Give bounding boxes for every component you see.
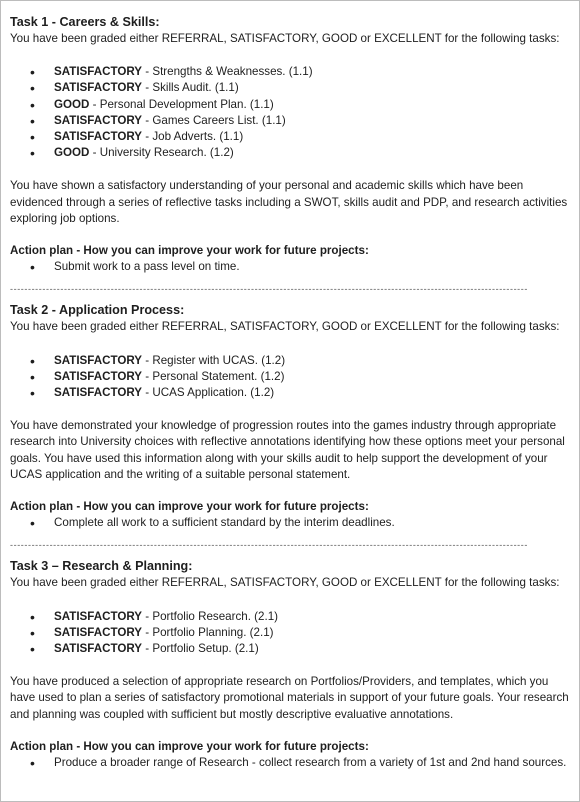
grade-label: SATISFACTORY	[54, 642, 143, 656]
grade-label: SATISFACTORY	[54, 369, 143, 383]
grade-item-text: - UCAS Application. (1.2)	[142, 386, 275, 400]
grade-item-text: - Skills Audit. (1.1)	[142, 81, 239, 95]
task-title: Task 1 - Careers & Skills:	[10, 15, 160, 29]
task-title: Task 3 – Research & Planning:	[10, 559, 193, 574]
task-section-3	[10, 557, 571, 771]
grade-item	[10, 641, 571, 657]
grade-item	[10, 113, 571, 129]
grade-item-text: - Strengths & Weaknesses. (1.1)	[142, 65, 313, 79]
grade-item-text: - Games Careers List. (1.1)	[142, 113, 286, 127]
grade-list	[10, 609, 571, 658]
grade-label: SATISFACTORY	[54, 130, 143, 144]
task-intro: You have been graded either REFERRAL, SATISFACTORY, GOOD or EXCELLENT for the following tasks:	[10, 32, 560, 45]
task-feedback: You have demonstrated your knowledge of progression routes into the games industry through appropriate research into University choices with reflective annotations identifying how these options meet your personal goals. You have used this information along with your skills audit to help support the development of your UCAS application and the writing of a suitable personal statement.	[10, 419, 565, 481]
grade-item-text: - Portfolio Research. (2.1)	[142, 609, 279, 623]
grade-list	[10, 64, 571, 161]
grade-item-text: - University Research. (1.2)	[89, 146, 234, 160]
grade-item-text: - Portfolio Planning. (2.1)	[142, 625, 274, 639]
section-divider: ------------------------------------------------------------------------------------------------------------------------------------------------	[10, 540, 528, 551]
grade-item	[10, 369, 571, 385]
task-title: Task 2 - Application Process:	[10, 303, 185, 318]
section-divider: ------------------------------------------------------------------------------------------------------------------------------------------------	[10, 284, 528, 295]
task-intro: You have been graded either REFERRAL, SATISFACTORY, GOOD or EXCELLENT for the following tasks:	[10, 576, 560, 590]
grade-label: GOOD	[54, 97, 90, 111]
task-section-2	[10, 301, 571, 531]
document-body	[1, 1, 579, 771]
grade-label: SATISFACTORY	[54, 65, 143, 79]
grade-label: SATISFACTORY	[54, 625, 143, 639]
task-feedback: You have produced a selection of appropriate research on Portfolios/Providers, and templates, which you have used to plan a series of satisfactory promotional materials in support of your future goals. Your research and planning was coupled with sufficient but mostly descriptive evaluative annotations.	[10, 675, 569, 721]
action-list	[10, 515, 571, 531]
action-plan-heading: Action plan - How you can improve your work for future projects:	[10, 500, 369, 514]
grade-label: SATISFACTORY	[54, 386, 143, 400]
grade-item-text: - Personal Development Plan. (1.1)	[89, 97, 274, 111]
action-plan-heading: Action plan - How you can improve your work for future projects:	[10, 739, 369, 753]
task-intro: You have been graded either REFERRAL, SATISFACTORY, GOOD or EXCELLENT for the following tasks:	[10, 320, 560, 334]
grade-label: SATISFACTORY	[54, 353, 143, 367]
grade-label: SATISFACTORY	[54, 113, 143, 127]
grade-item	[10, 625, 571, 641]
grade-label: SATISFACTORY	[54, 609, 143, 623]
action-plan-heading: Action plan - How you can improve your work for future projects:	[10, 244, 369, 258]
grade-item-text: - Job Adverts. (1.1)	[142, 130, 244, 144]
grade-item	[10, 609, 571, 625]
grade-label: GOOD	[54, 146, 90, 160]
grade-item	[10, 97, 571, 113]
grade-item	[10, 145, 571, 161]
grade-item	[10, 353, 571, 369]
action-list	[10, 755, 571, 771]
task-feedback: You have shown a satisfactory understanding of your personal and academic skills which have been evidenced through a series of reflective tasks including a SWOT, skills audit and PDP, and research activities exploring job options.	[10, 179, 568, 225]
grade-item	[10, 80, 571, 96]
grade-item	[10, 385, 571, 401]
grade-list	[10, 353, 571, 402]
action-item: • Submit work to a pass level on time.	[10, 259, 571, 275]
grade-item	[10, 64, 571, 80]
grade-item-text: - Register with UCAS. (1.2)	[142, 353, 286, 367]
grade-item-text: - Personal Statement. (1.2)	[142, 369, 285, 383]
grade-item-text: - Portfolio Setup. (2.1)	[142, 642, 259, 656]
task-section-1	[10, 13, 571, 275]
grade-item	[10, 129, 571, 145]
action-list	[10, 259, 571, 275]
grade-label: SATISFACTORY	[54, 81, 143, 95]
action-item: • Complete all work to a sufficient standard by the interim deadlines.	[10, 515, 571, 531]
action-item: • Produce a broader range of Research - collect research from a variety of 1st and 2nd hand sources.	[10, 755, 571, 771]
